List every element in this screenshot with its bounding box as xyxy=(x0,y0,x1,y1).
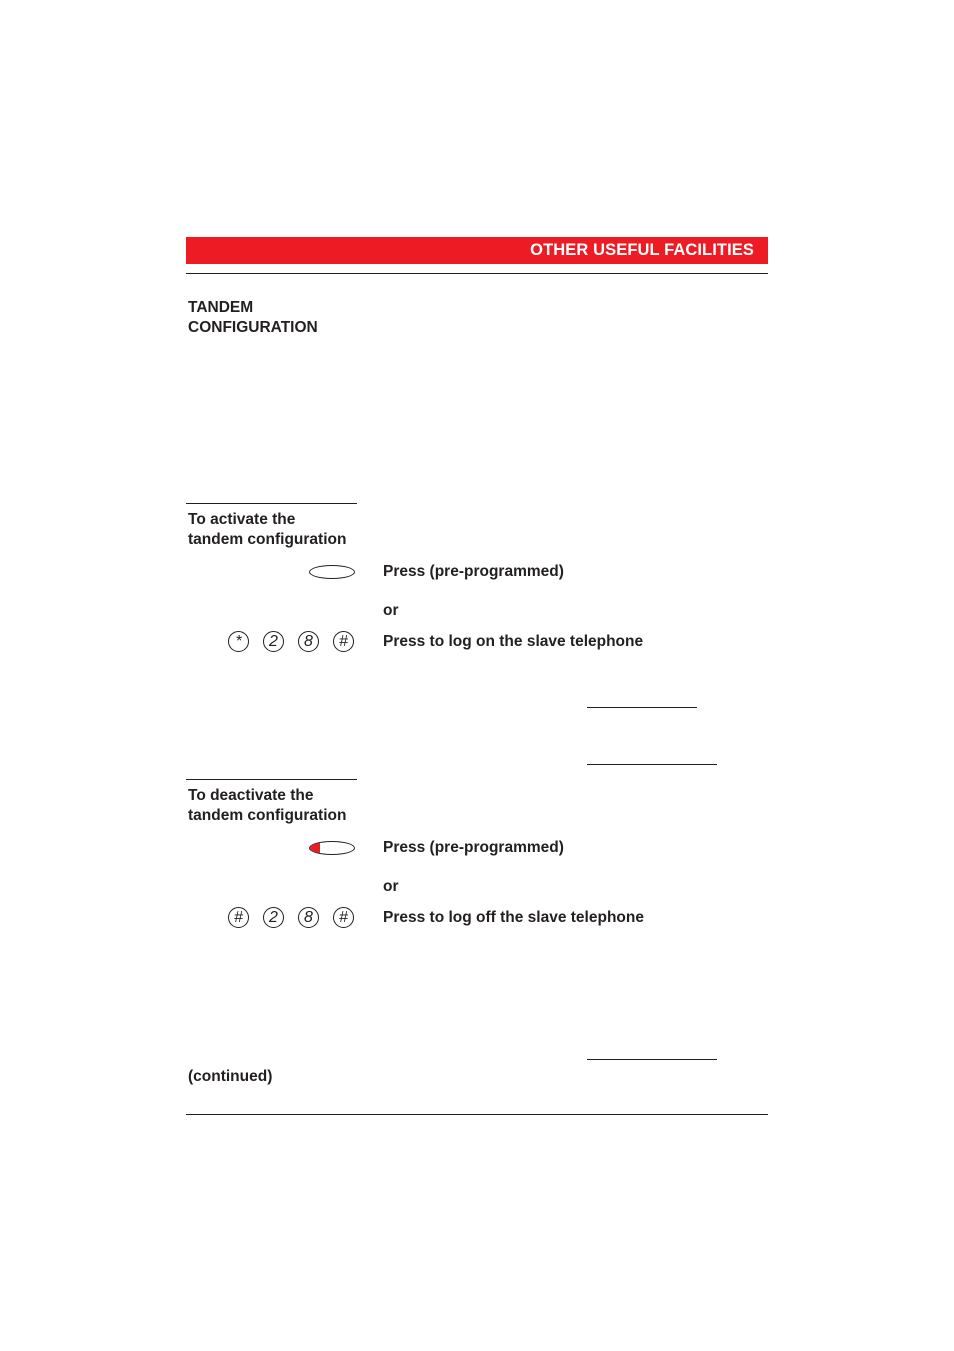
activate-keys-instruction: Press to log on the slave telephone xyxy=(383,633,644,650)
hash-key-icon[interactable]: # xyxy=(333,907,354,928)
deactivate-divider xyxy=(186,779,357,780)
star-key-icon[interactable]: * xyxy=(228,631,249,652)
section-header-bar xyxy=(186,237,768,264)
digit-2-key-icon[interactable]: 2 xyxy=(263,907,284,928)
footer-divider xyxy=(186,1114,768,1115)
digit-8-key-icon[interactable]: 8 xyxy=(298,631,319,652)
activate-divider xyxy=(186,503,357,504)
tandem-programmable-button[interactable] xyxy=(309,565,355,579)
deactivate-keys-instruction: Press to log off the slave telephone xyxy=(383,909,644,926)
note-rule xyxy=(587,764,717,765)
hash-key-icon[interactable]: # xyxy=(228,907,249,928)
continued-label: (continued) xyxy=(188,1068,273,1085)
section-header-title: OTHER USEFUL FACILITIES xyxy=(530,241,754,259)
note-rule xyxy=(587,1059,717,1060)
note-rule xyxy=(587,707,697,708)
tandem-programmable-button-active[interactable] xyxy=(309,841,355,855)
section-title: TANDEM CONFIGURATION xyxy=(188,299,318,336)
hash-key-icon[interactable]: # xyxy=(333,631,354,652)
active-indicator-icon xyxy=(310,842,320,854)
digit-2-key-icon[interactable]: 2 xyxy=(263,631,284,652)
deactivate-button-instruction: Press (pre-programmed) xyxy=(383,839,564,856)
digit-8-key-icon[interactable]: 8 xyxy=(298,907,319,928)
activate-heading: To activate the tandem configuration xyxy=(188,511,347,548)
activate-or-label: or xyxy=(383,602,399,619)
deactivate-heading: To deactivate the tandem configuration xyxy=(188,787,347,824)
header-divider xyxy=(186,273,768,274)
activate-button-instruction: Press (pre-programmed) xyxy=(383,563,564,580)
deactivate-or-label: or xyxy=(383,878,399,895)
